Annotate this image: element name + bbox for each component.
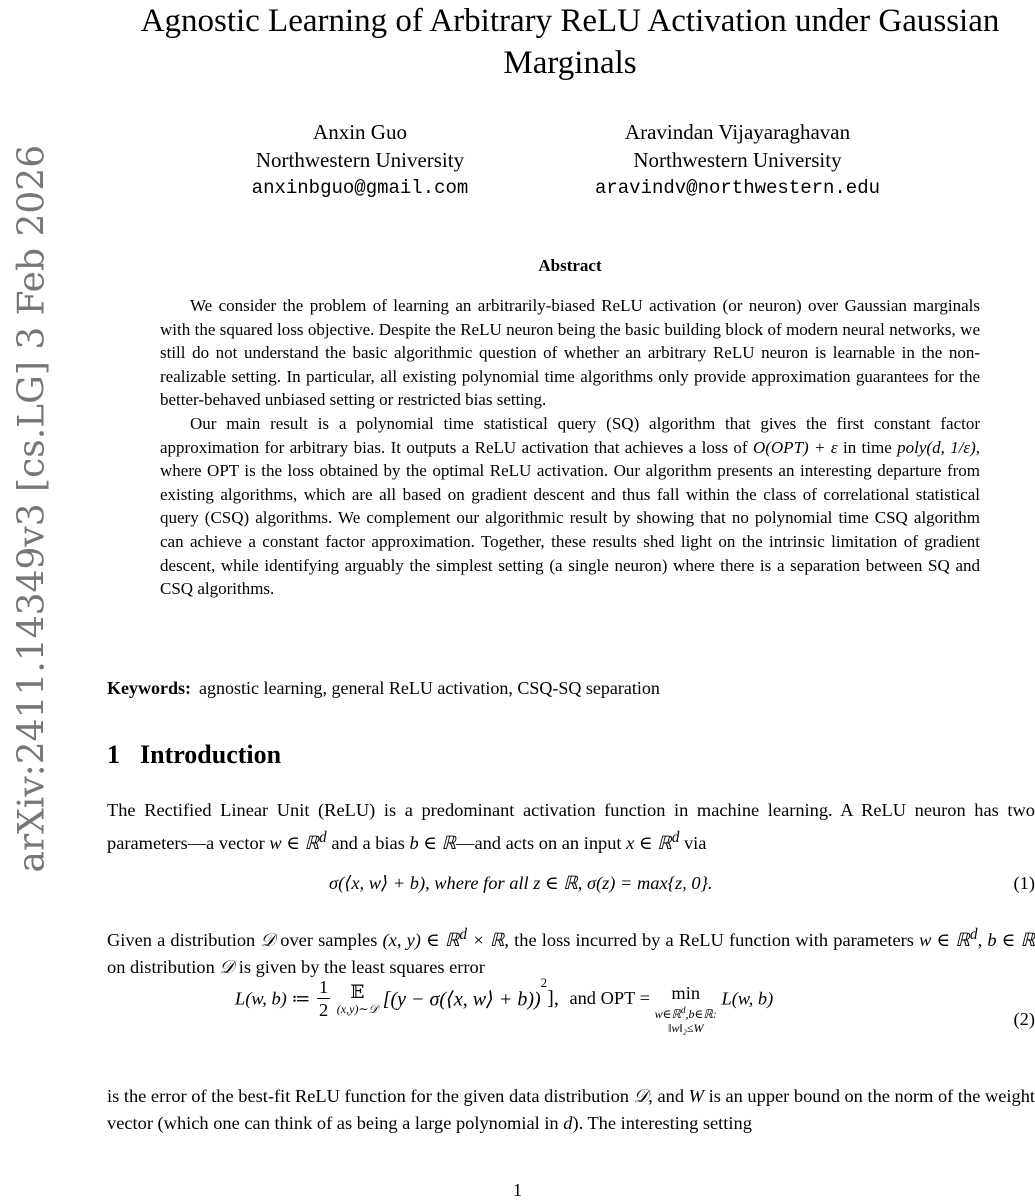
author-affiliation: Northwestern University [255, 148, 465, 172]
abstract-body [160, 294, 980, 601]
body-paragraph: is the error of the best-fit ReLU function for the given data distribution 𝒟, and W is an upper bound on the norm of the weight vector (which one can think of as being a large polynomial in d). The interesting setting [107, 1086, 1035, 1133]
expectation: 𝔼 (x,y)∼𝒟 [336, 981, 379, 1016]
fraction: $\frac{1}{2}$ [318, 977, 329, 1021]
abstract-paragraph: We consider the problem of learning an arbitrarily-biased ReLU activation (or neuron) over Gaussian marginals with the squared loss objective. Despite the ReLU neuron being the basic building block of modern neural networks, we still do not understand the basic algorithmic question of whether an arbitrary ReLU neuron is learnable in the non-realizable setting. In particular, all existing polynomial time algorithms only provide approximation guarantees for the better-behaved unbiased setting or restricted bias setting. [160, 296, 980, 410]
section-heading: 1 Introduction [107, 740, 282, 769]
paper-title: Agnostic Learning of Arbitrary ReLU Activation under Gaussian Marginals [140, 3, 1000, 81]
author-block [210, 118, 510, 202]
page-number: 1 [513, 1180, 522, 1200]
min-operator: min w∈ℝ$^d$,b∈ℝ: ‖w‖₂≤W [654, 983, 717, 1035]
equation-number: (1) [1013, 873, 1035, 893]
abstract-heading: Abstract [538, 256, 602, 275]
author-name: Anxin Guo [313, 120, 407, 144]
equation-body: σ(⟨x, w⟩ + b), where for all z ∈ ℝ, σ(z) = max{z, 0}. [329, 873, 713, 893]
keywords-text: agnostic learning, general ReLU activation, CSQ-SQ separation [199, 678, 660, 698]
equation-number: (2) [1013, 1009, 1035, 1029]
author-email: aravindv@northwestern.edu [594, 177, 881, 199]
equation-2 [107, 975, 1035, 1047]
author-email: anxinbguo@gmail.com [251, 177, 469, 199]
body-paragraph: The Rectified Linear Unit (ReLU) is a predominant activation function in machine learning. A ReLU neuron has two parameters—a vector w ∈ ℝ$^d$ and a bias b ∈ ℝ—and acts on an input x ∈ ℝ$^d$ via [107, 800, 1035, 854]
author-name: Aravindan Vijayaraghavan [624, 120, 851, 144]
keywords [107, 678, 987, 699]
keywords-label: Keywords: [107, 678, 191, 698]
author-affiliation: Northwestern University [633, 148, 842, 172]
abstract-paragraph: Our main result is a polynomial time statistical query (SQ) algorithm that gives the first constant factor approximation for arbitrary bias. It outputs a ReLU activation that achieves a loss of O(OPT) + ε in time poly(d, 1/ε), where OPT is the loss obtained by the optimal ReLU activation. Our algorithm presents an interesting departure from existing algorithms, which are all based on gradient descent and thus fall within the class of correlational statistical query (CSQ) algorithms. We complement our algorithmic result by showing that no polynomial time CSQ algorithm can achieve a constant factor approximation. Together, these results shed light on the intrinsic limitation of gradient descent, while identifying arguably the simplest setting (a single neuron) where there is a separation between SQ and CSQ algorithms. [160, 413, 981, 599]
body-paragraph: Given a distribution 𝒟 over samples (x, y) ∈ ℝ$^d$ × ℝ, the loss incurred by a ReLU function with parameters w ∈ ℝ$^d$, b ∈ ℝ on distribution 𝒟 is given by the least squares error [107, 926, 1035, 978]
arxiv-identifier: arXiv:2411.14349v3 [cs.LG] 3 Feb 2026 [11, 144, 53, 873]
author-block [540, 118, 935, 202]
equation-body: L(w, b) ≔ $\frac{1}{2}$ 𝔼 (x,y)∼𝒟 [(y − σ(⟨x, w⟩ + b))$^2$], and OPT = min w∈ℝ$^d$,b∈ℝ: ‖w‖₂≤W L(w, b) [235, 975, 774, 1035]
